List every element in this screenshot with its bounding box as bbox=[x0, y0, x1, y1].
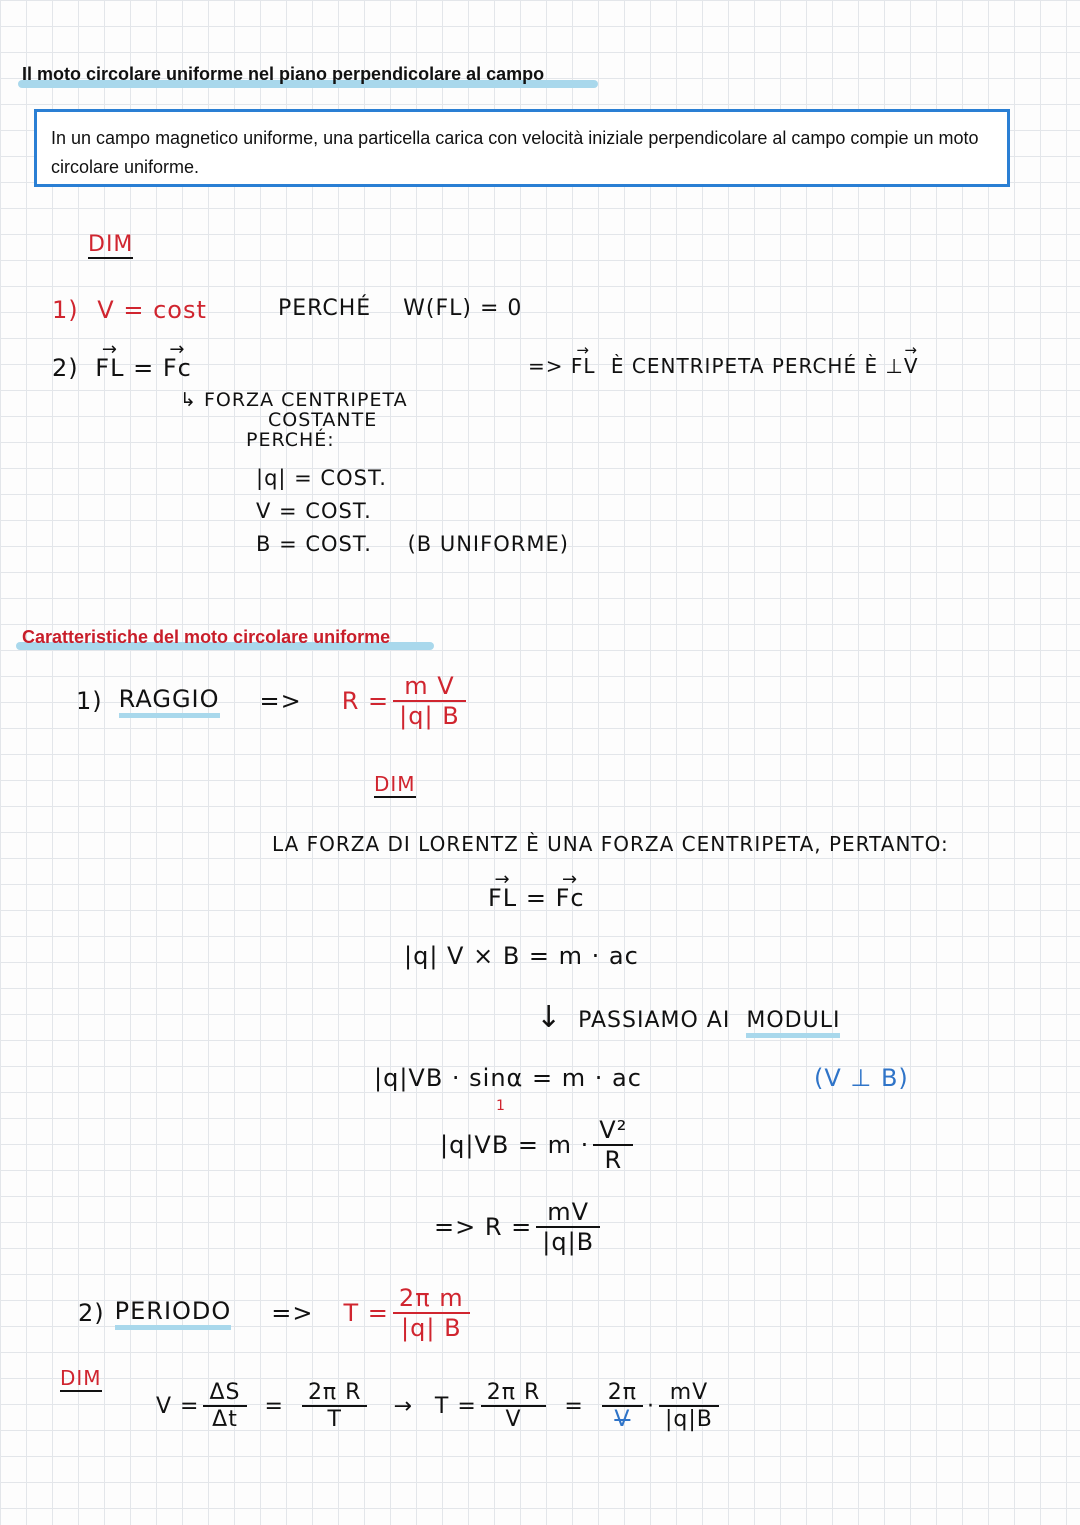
section2-title: Caratteristiche del moto circolare uniforme bbox=[22, 627, 391, 647]
item2-note bbox=[528, 354, 919, 378]
note-v: → V bbox=[904, 354, 919, 378]
periodo-num-expr: 2π m bbox=[393, 1284, 470, 1314]
dim3-f4 bbox=[602, 1380, 643, 1432]
note-text: È CENTRIPETA PERCHÉ È bbox=[610, 354, 879, 378]
definition-box bbox=[34, 109, 1010, 187]
eq5-fraction bbox=[536, 1198, 600, 1256]
cond3: B = COST. bbox=[256, 532, 372, 556]
f4-den: V bbox=[614, 1407, 631, 1432]
eq4-lhs: |q|VB = m · bbox=[440, 1131, 590, 1159]
item1-expr: V = cost bbox=[97, 296, 207, 324]
note-perp: ⊥ bbox=[885, 354, 904, 378]
sub-line3: PERCHÉ: bbox=[246, 429, 335, 451]
dim3-f5 bbox=[659, 1380, 719, 1432]
sin-value: 1 bbox=[496, 1098, 506, 1114]
eq5-prefix: => R = bbox=[434, 1213, 533, 1241]
sub-arrow: ↳ bbox=[180, 389, 197, 411]
dim2-intro: LA FORZA DI LORENTZ È UNA FORZA CENTRIPETA, PERTANTO: bbox=[272, 832, 949, 856]
eq4-den: R bbox=[604, 1146, 623, 1174]
note-prefix: => bbox=[528, 354, 564, 378]
raggio-den-expr: |q| B bbox=[399, 702, 460, 730]
raggio-num-expr: m V bbox=[393, 672, 466, 702]
item2-eq: = bbox=[133, 354, 155, 382]
dim2-step bbox=[536, 1000, 840, 1035]
cond3-note: (B UNIFORME) bbox=[407, 532, 569, 556]
eq4-num: V² bbox=[593, 1116, 633, 1146]
raggio-lhs: R = bbox=[341, 687, 390, 715]
raggio-row bbox=[76, 668, 470, 734]
item1-num: 1) bbox=[52, 296, 79, 324]
dim-label: DIM bbox=[88, 232, 134, 257]
dim3-eq: = bbox=[264, 1393, 284, 1419]
periodo-row bbox=[78, 1278, 474, 1348]
f3-den: V bbox=[505, 1407, 522, 1432]
dim3-f3 bbox=[481, 1380, 547, 1432]
sub-line2: COSTANTE bbox=[268, 409, 378, 431]
cond1: |q| = COST. bbox=[256, 466, 387, 490]
dim1-item2 bbox=[52, 354, 192, 382]
periodo-den-expr: |q| B bbox=[401, 1314, 462, 1342]
periodo-label: PERIODO bbox=[115, 1297, 232, 1330]
dim3-f1 bbox=[203, 1380, 246, 1432]
dim1-item1 bbox=[52, 296, 207, 324]
reason-prefix: PERCHÉ bbox=[278, 296, 372, 321]
f2-den: T bbox=[327, 1407, 342, 1432]
periodo-lhs: T = bbox=[343, 1299, 389, 1327]
dim3-label: DIM bbox=[60, 1366, 102, 1390]
item2-lhs: → FL bbox=[95, 354, 124, 382]
dim2-label: DIM bbox=[374, 772, 416, 796]
dim3-eq2: = bbox=[564, 1393, 584, 1419]
dim3-row bbox=[156, 1370, 723, 1442]
raggio-label: RAGGIO bbox=[119, 685, 220, 718]
f1-den: Δt bbox=[212, 1407, 238, 1432]
f3-num: 2π R bbox=[481, 1380, 547, 1407]
eq4-fraction bbox=[593, 1116, 633, 1174]
reason-expr: W(FL) = 0 bbox=[403, 296, 523, 321]
f1-num: ΔS bbox=[203, 1380, 246, 1407]
dim2-eq1 bbox=[488, 884, 585, 912]
item1-reason bbox=[278, 296, 522, 321]
step-arrow: ↓ bbox=[536, 1000, 563, 1035]
eq1-eq: = bbox=[525, 884, 547, 912]
note-force: → FL bbox=[571, 354, 596, 378]
definition-text: In un campo magnetico uniforme, una particella carica con velocità iniziale perpendicolare al campo compie un moto circolare uniforme. bbox=[51, 128, 979, 177]
periodo-num: 2) bbox=[78, 1299, 105, 1327]
eq5-den: |q|B bbox=[542, 1228, 595, 1256]
dim2-eq2: |q| V × B = m · ac bbox=[404, 942, 639, 970]
sub-conditions bbox=[256, 462, 569, 561]
dim2-eq4 bbox=[440, 1112, 637, 1178]
raggio-fraction bbox=[393, 672, 466, 730]
dim3-v-lhs: V = bbox=[156, 1393, 200, 1419]
dim2-eq3: |q|VB · sinα = m · ac bbox=[374, 1064, 642, 1092]
f2-num: 2π R bbox=[302, 1380, 368, 1407]
periodo-arrow: => bbox=[271, 1299, 314, 1327]
section-title: Il moto circolare uniforme nel piano perpendicolare al campo bbox=[22, 64, 545, 84]
item2-num: 2) bbox=[52, 354, 79, 382]
raggio-arrow: => bbox=[259, 687, 302, 715]
cond2: V = COST. bbox=[256, 499, 372, 523]
sub-explanation bbox=[180, 390, 408, 450]
step-text: PASSIAMO AI bbox=[578, 1008, 731, 1033]
eq1-rhs: → Fc bbox=[556, 884, 585, 912]
eq5-num: mV bbox=[536, 1198, 600, 1228]
dim3-t-lhs: T = bbox=[434, 1393, 477, 1419]
dim3-arrow: → bbox=[393, 1393, 413, 1419]
dim3-f2 bbox=[302, 1380, 368, 1432]
f5-num: mV bbox=[659, 1380, 719, 1407]
f4-num: 2π bbox=[602, 1380, 643, 1407]
step-highlight: MODULI bbox=[746, 1008, 840, 1038]
f5-den: |q|B bbox=[665, 1407, 713, 1432]
raggio-num: 1) bbox=[76, 687, 103, 715]
sub-line1: FORZA CENTRIPETA bbox=[203, 389, 408, 411]
periodo-fraction bbox=[393, 1284, 470, 1342]
eq1-lhs: → FL bbox=[488, 884, 517, 912]
item2-rhs: → Fc bbox=[163, 354, 192, 382]
dim3-dot: · bbox=[647, 1393, 655, 1419]
dim2-eq3-note: (V ⊥ B) bbox=[814, 1064, 909, 1092]
dim2-eq5 bbox=[434, 1194, 604, 1260]
